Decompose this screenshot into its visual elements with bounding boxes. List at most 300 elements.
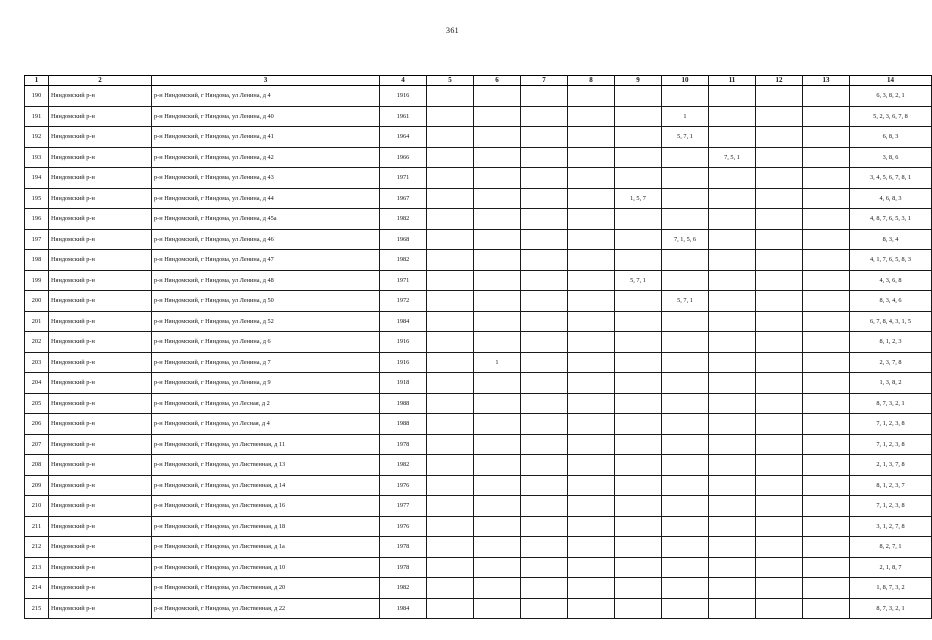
row-number-cell: 194: [25, 168, 49, 189]
district-cell: Няндомский р-н: [49, 537, 152, 558]
column-6-cell: [474, 455, 521, 476]
column-13-cell: [803, 373, 850, 394]
column-9-cell: [615, 373, 662, 394]
district-cell: Няндомский р-н: [49, 250, 152, 271]
column-11-cell: [709, 127, 756, 148]
column-header-1: 1: [25, 76, 49, 86]
column-12-cell: [756, 496, 803, 517]
column-14-cell: 4, 3, 6, 8: [850, 270, 932, 291]
column-14-cell: 6, 8, 3: [850, 127, 932, 148]
column-7-cell: [521, 291, 568, 312]
row-number-cell: 212: [25, 537, 49, 558]
year-cell: 1978: [380, 434, 427, 455]
column-14-cell: 6, 3, 8, 2, 1: [850, 86, 932, 107]
column-6-cell: [474, 516, 521, 537]
year-cell: 1978: [380, 557, 427, 578]
column-7-cell: [521, 209, 568, 230]
column-5-cell: [427, 168, 474, 189]
column-11-cell: [709, 270, 756, 291]
column-5-cell: [427, 496, 474, 517]
column-6-cell: [474, 229, 521, 250]
column-header-8: 8: [568, 76, 615, 86]
district-cell: Няндомский р-н: [49, 496, 152, 517]
column-8-cell: [568, 455, 615, 476]
address-cell: р-н Няндомский, г Няндома, ул Ленина, д 52: [152, 311, 380, 332]
column-9-cell: [615, 86, 662, 107]
table-row: [25, 229, 932, 250]
column-9-cell: [615, 311, 662, 332]
table-row: [25, 270, 932, 291]
column-11-cell: [709, 434, 756, 455]
district-cell: Няндомский р-н: [49, 393, 152, 414]
column-12-cell: [756, 516, 803, 537]
column-12-cell: [756, 311, 803, 332]
table-row: [25, 373, 932, 394]
column-5-cell: [427, 578, 474, 599]
table-row: [25, 557, 932, 578]
district-cell: Няндомский р-н: [49, 229, 152, 250]
column-13-cell: [803, 188, 850, 209]
district-cell: Няндомский р-н: [49, 557, 152, 578]
address-cell: р-н Няндомский, г Няндома, ул Ленина, д 47: [152, 250, 380, 271]
column-12-cell: [756, 598, 803, 619]
address-cell: р-н Няндомский, г Няндома, ул Лиственная, д 13: [152, 455, 380, 476]
column-13-cell: [803, 311, 850, 332]
column-7-cell: [521, 147, 568, 168]
year-cell: 1971: [380, 168, 427, 189]
column-9-cell: [615, 537, 662, 558]
column-9-cell: [615, 147, 662, 168]
address-cell: р-н Няндомский, г Няндома, ул Ленина, д 44: [152, 188, 380, 209]
column-8-cell: [568, 332, 615, 353]
address-cell: р-н Няндомский, г Няндома, ул Ленина, д 4: [152, 86, 380, 107]
column-5-cell: [427, 352, 474, 373]
column-5-cell: [427, 537, 474, 558]
row-number-cell: 206: [25, 414, 49, 435]
column-7-cell: [521, 516, 568, 537]
column-13-cell: [803, 270, 850, 291]
column-5-cell: [427, 250, 474, 271]
column-header-5: 5: [427, 76, 474, 86]
column-11-cell: [709, 578, 756, 599]
table-row: [25, 86, 932, 107]
year-cell: 1967: [380, 188, 427, 209]
column-6-cell: [474, 311, 521, 332]
address-cell: р-н Няндомский, г Няндома, ул Лесная, д 2: [152, 393, 380, 414]
column-13-cell: [803, 455, 850, 476]
column-12-cell: [756, 352, 803, 373]
year-cell: 1972: [380, 291, 427, 312]
column-7-cell: [521, 393, 568, 414]
column-14-cell: 6, 7, 8, 4, 3, 1, 5: [850, 311, 932, 332]
year-cell: 1916: [380, 352, 427, 373]
column-13-cell: [803, 332, 850, 353]
column-7-cell: [521, 373, 568, 394]
column-6-cell: [474, 393, 521, 414]
table-row: [25, 455, 932, 476]
column-8-cell: [568, 188, 615, 209]
column-13-cell: [803, 127, 850, 148]
column-9-cell: [615, 557, 662, 578]
column-14-cell: 3, 1, 2, 7, 8: [850, 516, 932, 537]
column-9-cell: [615, 127, 662, 148]
column-header-7: 7: [521, 76, 568, 86]
column-header-13: 13: [803, 76, 850, 86]
table-row: [25, 475, 932, 496]
column-10-cell: [662, 455, 709, 476]
table-header-row: [25, 76, 932, 86]
column-12-cell: [756, 393, 803, 414]
column-6-cell: [474, 147, 521, 168]
address-cell: р-н Няндомский, г Няндома, ул Ленина, д 46: [152, 229, 380, 250]
column-5-cell: [427, 291, 474, 312]
column-10-cell: [662, 188, 709, 209]
column-7-cell: [521, 557, 568, 578]
column-9-cell: [615, 229, 662, 250]
column-9-cell: [615, 475, 662, 496]
column-11-cell: [709, 393, 756, 414]
column-header-10: 10: [662, 76, 709, 86]
column-6-cell: [474, 434, 521, 455]
column-8-cell: [568, 393, 615, 414]
column-14-cell: 8, 1, 2, 3, 7: [850, 475, 932, 496]
year-cell: 1968: [380, 229, 427, 250]
row-number-cell: 201: [25, 311, 49, 332]
column-7-cell: [521, 188, 568, 209]
column-12-cell: [756, 373, 803, 394]
registry-table: [24, 75, 932, 619]
column-header-11: 11: [709, 76, 756, 86]
column-12-cell: [756, 106, 803, 127]
column-13-cell: [803, 106, 850, 127]
table-row: [25, 209, 932, 230]
column-5-cell: [427, 127, 474, 148]
column-header-4: 4: [380, 76, 427, 86]
column-9-cell: [615, 516, 662, 537]
row-number-cell: 197: [25, 229, 49, 250]
year-cell: 1982: [380, 455, 427, 476]
district-cell: Няндомский р-н: [49, 455, 152, 476]
address-cell: р-н Няндомский, г Няндома, ул Лесная, д 4: [152, 414, 380, 435]
column-5-cell: [427, 106, 474, 127]
column-13-cell: [803, 168, 850, 189]
column-header-6: 6: [474, 76, 521, 86]
column-8-cell: [568, 147, 615, 168]
row-number-cell: 205: [25, 393, 49, 414]
column-13-cell: [803, 434, 850, 455]
column-12-cell: [756, 414, 803, 435]
address-cell: р-н Няндомский, г Няндома, ул Лиственная, д 1а: [152, 537, 380, 558]
year-cell: 1916: [380, 86, 427, 107]
column-11-cell: [709, 516, 756, 537]
row-number-cell: 199: [25, 270, 49, 291]
address-cell: р-н Няндомский, г Няндома, ул Ленина, д 41: [152, 127, 380, 148]
column-12-cell: [756, 578, 803, 599]
district-cell: Няндомский р-н: [49, 373, 152, 394]
district-cell: Няндомский р-н: [49, 414, 152, 435]
table-row: [25, 332, 932, 353]
address-cell: р-н Няндомский, г Няндома, ул Ленина, д 42: [152, 147, 380, 168]
column-11-cell: [709, 475, 756, 496]
row-number-cell: 191: [25, 106, 49, 127]
table-row: [25, 537, 932, 558]
column-9-cell: [615, 168, 662, 189]
column-7-cell: [521, 537, 568, 558]
row-number-cell: 202: [25, 332, 49, 353]
district-cell: Няндомский р-н: [49, 86, 152, 107]
district-cell: Няндомский р-н: [49, 106, 152, 127]
district-cell: Няндомский р-н: [49, 434, 152, 455]
column-5-cell: [427, 455, 474, 476]
column-12-cell: [756, 86, 803, 107]
table-row: [25, 147, 932, 168]
column-12-cell: [756, 557, 803, 578]
column-8-cell: [568, 127, 615, 148]
column-6-cell: [474, 373, 521, 394]
column-5-cell: [427, 598, 474, 619]
district-cell: Няндомский р-н: [49, 291, 152, 312]
table-row: [25, 414, 932, 435]
address-cell: р-н Няндомский, г Няндома, ул Ленина, д 9: [152, 373, 380, 394]
column-8-cell: [568, 373, 615, 394]
address-cell: р-н Няндомский, г Няндома, ул Лиственная, д 10: [152, 557, 380, 578]
column-10-cell: [662, 250, 709, 271]
column-5-cell: [427, 229, 474, 250]
column-11-cell: [709, 373, 756, 394]
column-14-cell: 4, 6, 8, 3: [850, 188, 932, 209]
address-cell: р-н Няндомский, г Няндома, ул Ленина, д 40: [152, 106, 380, 127]
column-7-cell: [521, 127, 568, 148]
column-10-cell: 5, 7, 1: [662, 127, 709, 148]
column-13-cell: [803, 557, 850, 578]
address-cell: р-н Няндомский, г Няндома, ул Лиственная, д 16: [152, 496, 380, 517]
table-row: [25, 578, 932, 599]
column-10-cell: [662, 147, 709, 168]
column-5-cell: [427, 373, 474, 394]
column-7-cell: [521, 475, 568, 496]
year-cell: 1984: [380, 598, 427, 619]
column-7-cell: [521, 311, 568, 332]
column-11-cell: [709, 86, 756, 107]
row-number-cell: 207: [25, 434, 49, 455]
column-8-cell: [568, 106, 615, 127]
column-9-cell: [615, 414, 662, 435]
column-10-cell: [662, 496, 709, 517]
column-13-cell: [803, 291, 850, 312]
column-7-cell: [521, 106, 568, 127]
column-14-cell: 7, 1, 2, 3, 8: [850, 414, 932, 435]
column-header-14: 14: [850, 76, 932, 86]
column-14-cell: 8, 2, 7, 1: [850, 537, 932, 558]
row-number-cell: 209: [25, 475, 49, 496]
column-7-cell: [521, 332, 568, 353]
column-10-cell: [662, 537, 709, 558]
column-13-cell: [803, 147, 850, 168]
column-11-cell: [709, 291, 756, 312]
column-13-cell: [803, 578, 850, 599]
table-row: [25, 291, 932, 312]
district-cell: Няндомский р-н: [49, 168, 152, 189]
column-11-cell: [709, 455, 756, 476]
column-6-cell: [474, 106, 521, 127]
column-7-cell: [521, 229, 568, 250]
column-9-cell: [615, 332, 662, 353]
column-6-cell: [474, 209, 521, 230]
column-9-cell: [615, 598, 662, 619]
column-11-cell: 7, 5, 1: [709, 147, 756, 168]
column-6-cell: [474, 332, 521, 353]
column-12-cell: [756, 434, 803, 455]
year-cell: 1982: [380, 578, 427, 599]
column-8-cell: [568, 578, 615, 599]
column-7-cell: [521, 168, 568, 189]
column-6-cell: [474, 537, 521, 558]
column-7-cell: [521, 270, 568, 291]
column-6-cell: [474, 414, 521, 435]
year-cell: 1982: [380, 250, 427, 271]
column-13-cell: [803, 496, 850, 517]
column-12-cell: [756, 188, 803, 209]
column-10-cell: [662, 373, 709, 394]
row-number-cell: 195: [25, 188, 49, 209]
year-cell: 1964: [380, 127, 427, 148]
column-5-cell: [427, 475, 474, 496]
column-11-cell: [709, 311, 756, 332]
year-cell: 1916: [380, 332, 427, 353]
row-number-cell: 215: [25, 598, 49, 619]
column-8-cell: [568, 86, 615, 107]
row-number-cell: 190: [25, 86, 49, 107]
column-14-cell: 3, 4, 5, 6, 7, 8, 1: [850, 168, 932, 189]
column-12-cell: [756, 229, 803, 250]
column-13-cell: [803, 393, 850, 414]
column-12-cell: [756, 332, 803, 353]
row-number-cell: 196: [25, 209, 49, 230]
column-10-cell: [662, 270, 709, 291]
year-cell: 1984: [380, 311, 427, 332]
column-10-cell: [662, 414, 709, 435]
column-5-cell: [427, 516, 474, 537]
column-12-cell: [756, 270, 803, 291]
year-cell: 1961: [380, 106, 427, 127]
table-row: [25, 434, 932, 455]
column-7-cell: [521, 578, 568, 599]
column-10-cell: [662, 393, 709, 414]
column-11-cell: [709, 106, 756, 127]
column-5-cell: [427, 147, 474, 168]
column-10-cell: [662, 516, 709, 537]
column-8-cell: [568, 209, 615, 230]
column-header-9: 9: [615, 76, 662, 86]
table-body: [25, 86, 932, 619]
district-cell: Няндомский р-н: [49, 127, 152, 148]
column-9-cell: [615, 106, 662, 127]
column-6-cell: [474, 291, 521, 312]
address-cell: р-н Няндомский, г Няндома, ул Ленина, д 7: [152, 352, 380, 373]
column-10-cell: [662, 598, 709, 619]
district-cell: Няндомский р-н: [49, 209, 152, 230]
table-row: [25, 106, 932, 127]
row-number-cell: 198: [25, 250, 49, 271]
column-12-cell: [756, 291, 803, 312]
column-10-cell: [662, 86, 709, 107]
address-cell: р-н Няндомский, г Няндома, ул Лиственная, д 22: [152, 598, 380, 619]
column-9-cell: [615, 578, 662, 599]
column-14-cell: 8, 7, 3, 2, 1: [850, 598, 932, 619]
column-14-cell: 2, 1, 8, 7: [850, 557, 932, 578]
column-9-cell: [615, 291, 662, 312]
address-cell: р-н Няндомский, г Няндома, ул Ленина, д 48: [152, 270, 380, 291]
row-number-cell: 210: [25, 496, 49, 517]
row-number-cell: 200: [25, 291, 49, 312]
column-10-cell: [662, 168, 709, 189]
row-number-cell: 214: [25, 578, 49, 599]
column-10-cell: [662, 311, 709, 332]
district-cell: Няндомский р-н: [49, 147, 152, 168]
district-cell: Няндомский р-н: [49, 578, 152, 599]
year-cell: 1971: [380, 270, 427, 291]
column-9-cell: [615, 250, 662, 271]
column-12-cell: [756, 147, 803, 168]
column-6-cell: [474, 598, 521, 619]
column-13-cell: [803, 209, 850, 230]
column-12-cell: [756, 209, 803, 230]
row-number-cell: 192: [25, 127, 49, 148]
column-11-cell: [709, 598, 756, 619]
column-9-cell: [615, 496, 662, 517]
column-6-cell: [474, 496, 521, 517]
column-11-cell: [709, 557, 756, 578]
column-8-cell: [568, 557, 615, 578]
column-11-cell: [709, 188, 756, 209]
column-8-cell: [568, 516, 615, 537]
year-cell: 1966: [380, 147, 427, 168]
column-5-cell: [427, 86, 474, 107]
column-7-cell: [521, 455, 568, 476]
column-5-cell: [427, 393, 474, 414]
column-11-cell: [709, 168, 756, 189]
row-number-cell: 211: [25, 516, 49, 537]
column-13-cell: [803, 598, 850, 619]
column-14-cell: 8, 3, 4: [850, 229, 932, 250]
column-14-cell: 7, 1, 2, 3, 8: [850, 434, 932, 455]
year-cell: 1978: [380, 537, 427, 558]
column-5-cell: [427, 332, 474, 353]
year-cell: 1976: [380, 516, 427, 537]
column-8-cell: [568, 475, 615, 496]
column-9-cell: 5, 7, 1: [615, 270, 662, 291]
column-13-cell: [803, 516, 850, 537]
column-14-cell: 3, 8, 6: [850, 147, 932, 168]
column-6-cell: [474, 188, 521, 209]
column-8-cell: [568, 414, 615, 435]
row-number-cell: 203: [25, 352, 49, 373]
column-11-cell: [709, 414, 756, 435]
column-13-cell: [803, 537, 850, 558]
column-10-cell: [662, 475, 709, 496]
column-10-cell: [662, 209, 709, 230]
column-14-cell: 8, 3, 4, 6: [850, 291, 932, 312]
column-14-cell: 7, 1, 2, 3, 8: [850, 496, 932, 517]
column-8-cell: [568, 250, 615, 271]
column-8-cell: [568, 352, 615, 373]
column-8-cell: [568, 434, 615, 455]
column-8-cell: [568, 229, 615, 250]
column-6-cell: [474, 270, 521, 291]
column-8-cell: [568, 598, 615, 619]
column-14-cell: 1, 3, 8, 2: [850, 373, 932, 394]
column-11-cell: [709, 352, 756, 373]
